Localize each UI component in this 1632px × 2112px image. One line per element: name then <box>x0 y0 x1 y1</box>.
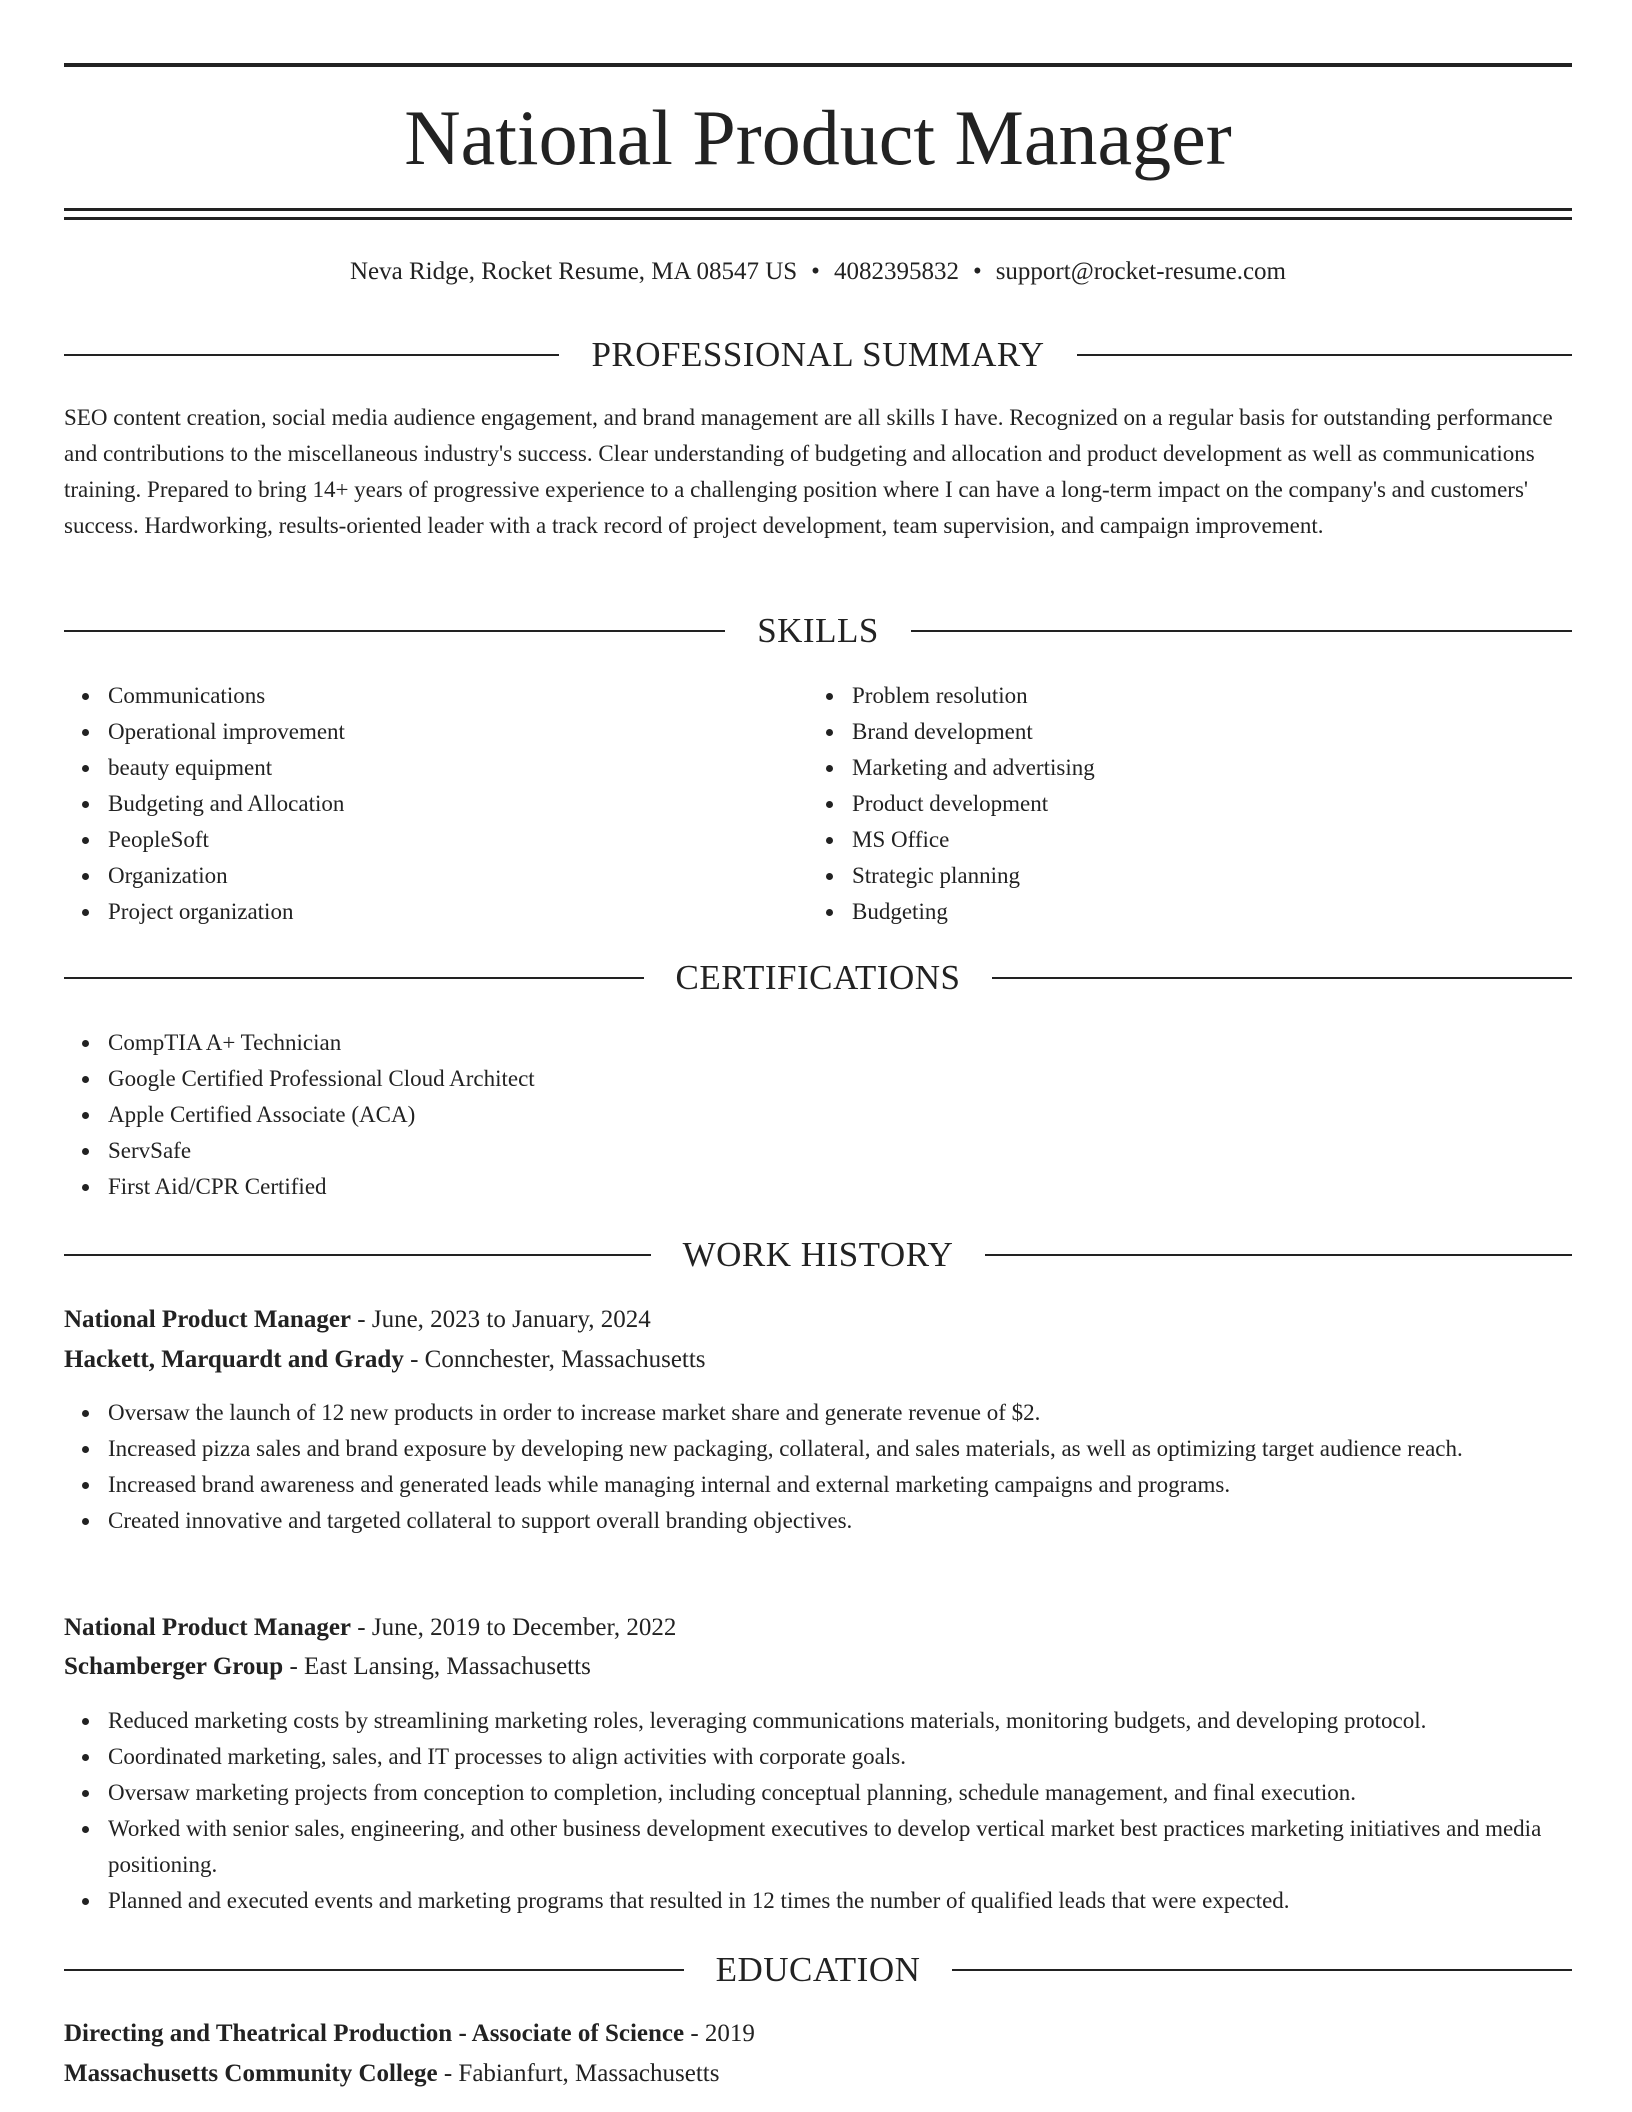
job-bullet: Increased pizza sales and brand exposure by developing new packaging, collateral, and sales materials, as well as optimizing target audience reach. <box>64 1431 1572 1467</box>
contact-separator: • <box>811 258 820 285</box>
education-degree-line <box>64 2016 1572 2052</box>
certification-item: Google Certified Professional Cloud Architect <box>64 1061 1572 1097</box>
education-year: - 2019 <box>690 2020 755 2047</box>
job-location: - East Lansing, Massachusetts <box>289 1653 591 1680</box>
job-location: - Connchester, Massachusetts <box>410 1346 706 1373</box>
job-bullet: Coordinated marketing, sales, and IT processes to align activities with corporate goals. <box>64 1739 1572 1775</box>
certification-item: CompTIA A+ Technician <box>64 1025 1572 1061</box>
job-title: National Product Manager <box>64 1614 352 1641</box>
certifications-heading <box>64 956 1572 1000</box>
education-school: Massachusetts Community College <box>64 2060 438 2087</box>
skills-list-right <box>808 678 1572 930</box>
skill-item: Communications <box>64 678 804 714</box>
top-rule <box>64 63 1572 67</box>
job-company-line <box>64 1649 1572 1685</box>
job-bullet: Created innovative and targeted collateral to support overall branding objectives. <box>64 1503 1572 1539</box>
job-bullet: Increased brand awareness and generated leads while managing internal and external marketing campaigns and programs. <box>64 1467 1572 1503</box>
job-company: Hackett, Marquardt and Grady <box>64 1346 404 1373</box>
certification-item: First Aid/CPR Certified <box>64 1169 1572 1205</box>
certification-item: Apple Certified Associate (ACA) <box>64 1097 1572 1133</box>
job-dates: - June, 2019 to December, 2022 <box>357 1614 677 1641</box>
heading-rule <box>64 630 725 632</box>
job-bullet: Worked with senior sales, engineering, and other business development executives to develop vertical market best practices marketing initiatives and media positioning. <box>64 1811 1572 1883</box>
heading-rule <box>952 1969 1572 1971</box>
skills-list-left <box>64 678 804 930</box>
job-bullet: Planned and executed events and marketing programs that resulted in 12 times the number of qualified leads that were expected. <box>64 1883 1572 1919</box>
education-school-line <box>64 2056 1572 2092</box>
heading-rule <box>911 630 1572 632</box>
heading-rule <box>64 354 559 356</box>
contact-separator: • <box>972 258 982 285</box>
contact-email: support@rocket-resume.com <box>995 258 1286 285</box>
skill-item: Problem resolution <box>808 678 1572 714</box>
skill-item: beauty equipment <box>64 750 804 786</box>
skill-item: Operational improvement <box>64 714 804 750</box>
skill-item: Marketing and advertising <box>808 750 1572 786</box>
contact-phone: 4082395832 <box>833 258 959 285</box>
skill-item: Product development <box>808 786 1572 822</box>
job-bullet: Reduced marketing costs by streamlining marketing roles, leveraging communications materials, monitoring budgets, and developing protocol. <box>64 1703 1572 1739</box>
skill-item: Strategic planning <box>808 858 1572 894</box>
job-bullet: Oversaw marketing projects from conception to completion, including conceptual planning, schedule management, and final execution. <box>64 1775 1572 1811</box>
job-bullet: Oversaw the launch of 12 new products in order to increase market share and generate revenue of $2. <box>64 1395 1572 1431</box>
summary-text: SEO content creation, social media audience engagement, and brand management are all skills I have. Recognized on a regular basis for outstanding performance and contributions to the miscellaneous industry's success. Clear understanding of budgeting and allocation and product development as well as communications training. Prepared to bring 14+ years of progressive experience to a challenging position where I can have a long-term impact on the company's and customers' success. Hardworking, results-oriented leader with a track record of project development, team supervision, and campaign improvement. <box>64 405 1553 538</box>
summary-heading <box>64 333 1572 377</box>
heading-rule <box>64 1969 684 1971</box>
education-heading-label: EDUCATION <box>715 1950 921 1989</box>
job-title-line <box>64 1302 1572 1338</box>
heading-rule <box>992 977 1572 979</box>
contact-line <box>64 254 1572 290</box>
certification-item: ServSafe <box>64 1133 1572 1169</box>
contact-address: Neva Ridge, Rocket Resume, MA 08547 US <box>349 258 798 285</box>
heading-rule <box>1077 354 1572 356</box>
skill-item: Budgeting <box>808 894 1572 930</box>
education-heading <box>64 1948 1572 1992</box>
job-bullets <box>64 1703 1572 1919</box>
job-title: National Product Manager <box>64 1306 352 1333</box>
title-double-rule <box>64 208 1572 220</box>
resume-title: National Product Manager <box>404 94 1232 181</box>
job-dates: - June, 2023 to January, 2024 <box>357 1306 651 1333</box>
job-bullets <box>64 1395 1572 1539</box>
certifications-heading-label: CERTIFICATIONS <box>675 958 961 997</box>
job-company-line <box>64 1342 1572 1378</box>
skill-item: Budgeting and Allocation <box>64 786 804 822</box>
job-company: Schamberger Group <box>64 1653 284 1680</box>
skill-item: PeopleSoft <box>64 822 804 858</box>
heading-rule <box>64 1254 651 1256</box>
summary-heading-label: PROFESSIONAL SUMMARY <box>591 335 1045 374</box>
skills-heading-label: SKILLS <box>757 611 879 650</box>
heading-rule <box>64 977 644 979</box>
skill-item: MS Office <box>808 822 1572 858</box>
skills-heading <box>64 609 1572 653</box>
work-heading-label: WORK HISTORY <box>682 1235 954 1274</box>
heading-rule <box>985 1254 1572 1256</box>
education-degree: Directing and Theatrical Production - Associate of Science <box>64 2020 685 2047</box>
certifications-list <box>64 1025 1572 1205</box>
education-location: - Fabianfurt, Massachusetts <box>443 2060 720 2087</box>
job-title-line <box>64 1610 1572 1646</box>
skill-item: Brand development <box>808 714 1572 750</box>
work-heading <box>64 1233 1572 1277</box>
skill-item: Project organization <box>64 894 804 930</box>
skill-item: Organization <box>64 858 804 894</box>
